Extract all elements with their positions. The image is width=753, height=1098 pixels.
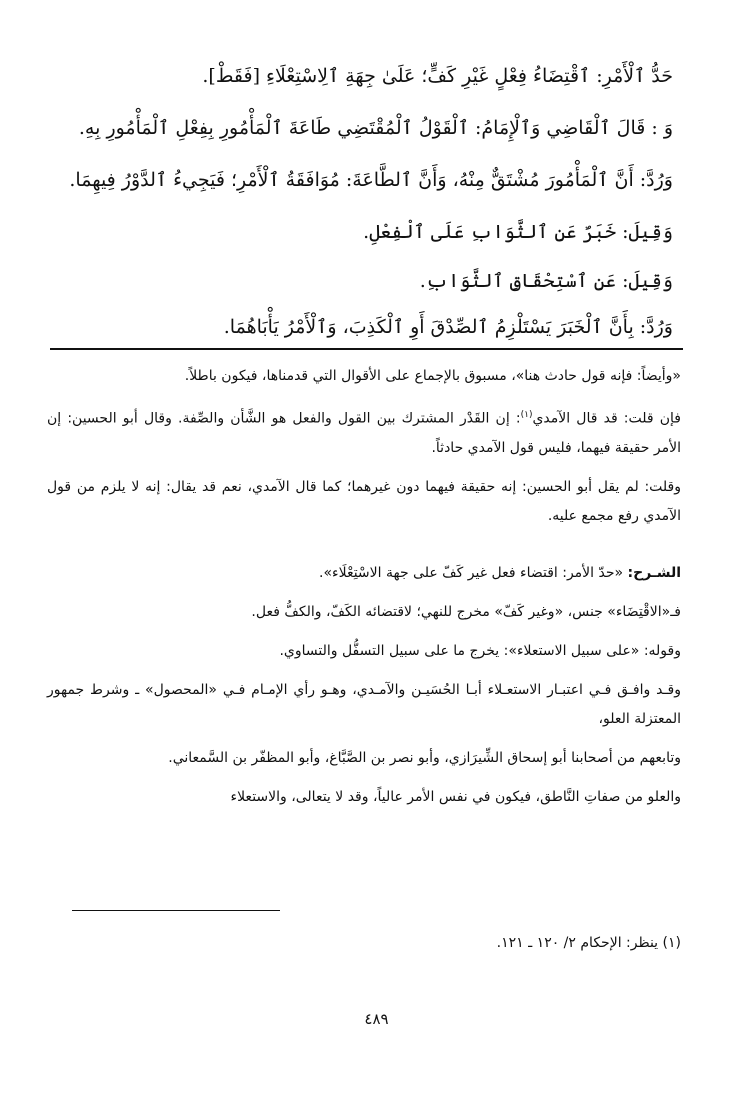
matn-line: وَقِيلَ: عَنِ ٱسْتِحْقَاقِ ٱلثَّوَابِ.: [419, 269, 673, 292]
sharh-paragraph: وقلت: لم يقل أبو الحسين: إنه حقيقة فيهما دون غيرهما؛ كما قال الآمدي، نعم قد يقال: إنه لا يلزم من قول الآمدي رفع مجمع عليه.: [47, 478, 681, 524]
sharh-heading: الشـرح:: [627, 564, 681, 581]
matn-line: وَقِيلَ: خَبَرٌ عَنِ ٱلثَّوَابِ عَلَى ٱلْفِعْلِ.: [363, 220, 673, 243]
matn-line: حَدُّ ٱلْأَمْرِ: ٱقْتِضَاءُ فِعْلٍ غَيْرِ كَفٍّ؛ عَلَىٰ جِهَةِ ٱلِاسْتِعْلَاءِ [فَقَطْ].: [202, 64, 673, 87]
sharh-text-run: «حدّ الأمر: اقتضاء فعل غير كَفّ على جهة الاسْتِعْلَاء».: [319, 564, 628, 581]
page-number: ٤٨٩: [364, 1010, 389, 1028]
footnote: (١) ينظر: الإحكام ٢/ ١٢٠ ـ ١٢١.: [496, 935, 681, 951]
sharh-text-run: : إن القَدْر المشترك بين القول والفعل هو الشَّأن والصِّفة. وقال أبو الحسين: إن الأمر حقيقة فيهما، فليس قول الآمدي حادثاً.: [47, 410, 681, 456]
section-divider: [50, 348, 683, 350]
sharh-paragraph: فـ«الاقْتِضَاء» جنس، «وغير كَفّ» مخرج للنهي؛ لاقتضائه الكَفّ، والكفُّ فعل.: [251, 603, 681, 620]
sharh-paragraph: وقوله: «على سبيل الاستعلاء»: يخرج ما على سبيل التسفُّل والتساوي.: [279, 642, 681, 659]
matn-line: وَ : قَالَ ٱلْقَاضِي وَٱلْإِمَامُ: ٱلْقَوْلُ ٱلْمُقْتَضِي طَاعَةَ ٱلْمَأْمُورِ بِفِعْلِ ٱلْمَأْمُورِ بِهِ.: [78, 116, 673, 139]
sharh-text-run: فإن قلت: قد قال الآمدي: [532, 410, 681, 427]
matn-text: [50, 50, 673, 350]
sharh-paragraph: «وأيضاً: فإنه قول حادث هنا»، مسبوق بالإجماع على الأقوال التي قدمناها، فيكون باطلاً.: [184, 368, 681, 384]
sharh-paragraph: والعلو من صفاتِ النَّاطق، فيكون في نفس الأمر عالياً، وقد لا يتعالى، والاستعلاء: [230, 788, 681, 805]
sharh-paragraph: وتابعهم من أصحابنا أبو إسحاق الشِّيرَازي، وأبو نصر بن الصَّبَّاغ، وأبو المظفّر بن السَّمعاني.: [168, 749, 681, 766]
matn-line: وَرُدَّ: أَنَّ ٱلْمَأْمُورَ مُشْتَقٌّ مِنْهُ، وَأَنَّ ٱلطَّاعَةَ: مُوَافَقَةُ ٱلْأَمْرِ؛ فَيَجِيءُ ٱلدَّوْرُ فِيهِمَا.: [69, 168, 673, 191]
sharh-text: [47, 362, 681, 812]
sharh-paragraph: [47, 401, 681, 463]
sharh-paragraph: [47, 559, 681, 588]
footnote-marker: (١): [520, 410, 533, 420]
matn-line: وَرُدَّ: بِأَنَّ ٱلْخَبَرَ يَسْتَلْزِمُ ٱلصِّدْقَ أَوِ ٱلْكَذِبَ، وَٱلْأَمْرُ يَأْبَاهُمَا.: [223, 315, 673, 338]
sharh-paragraph: وقـد وافـق فـي اعتبـار الاستعـلاء أبـا الحُسَيـن والآمـدي، وهـو رأي الإمـام فـي «المحصول» ـ وشرط جمهور المعتزلة العلو،: [47, 681, 681, 727]
footnote-divider: [72, 910, 280, 911]
